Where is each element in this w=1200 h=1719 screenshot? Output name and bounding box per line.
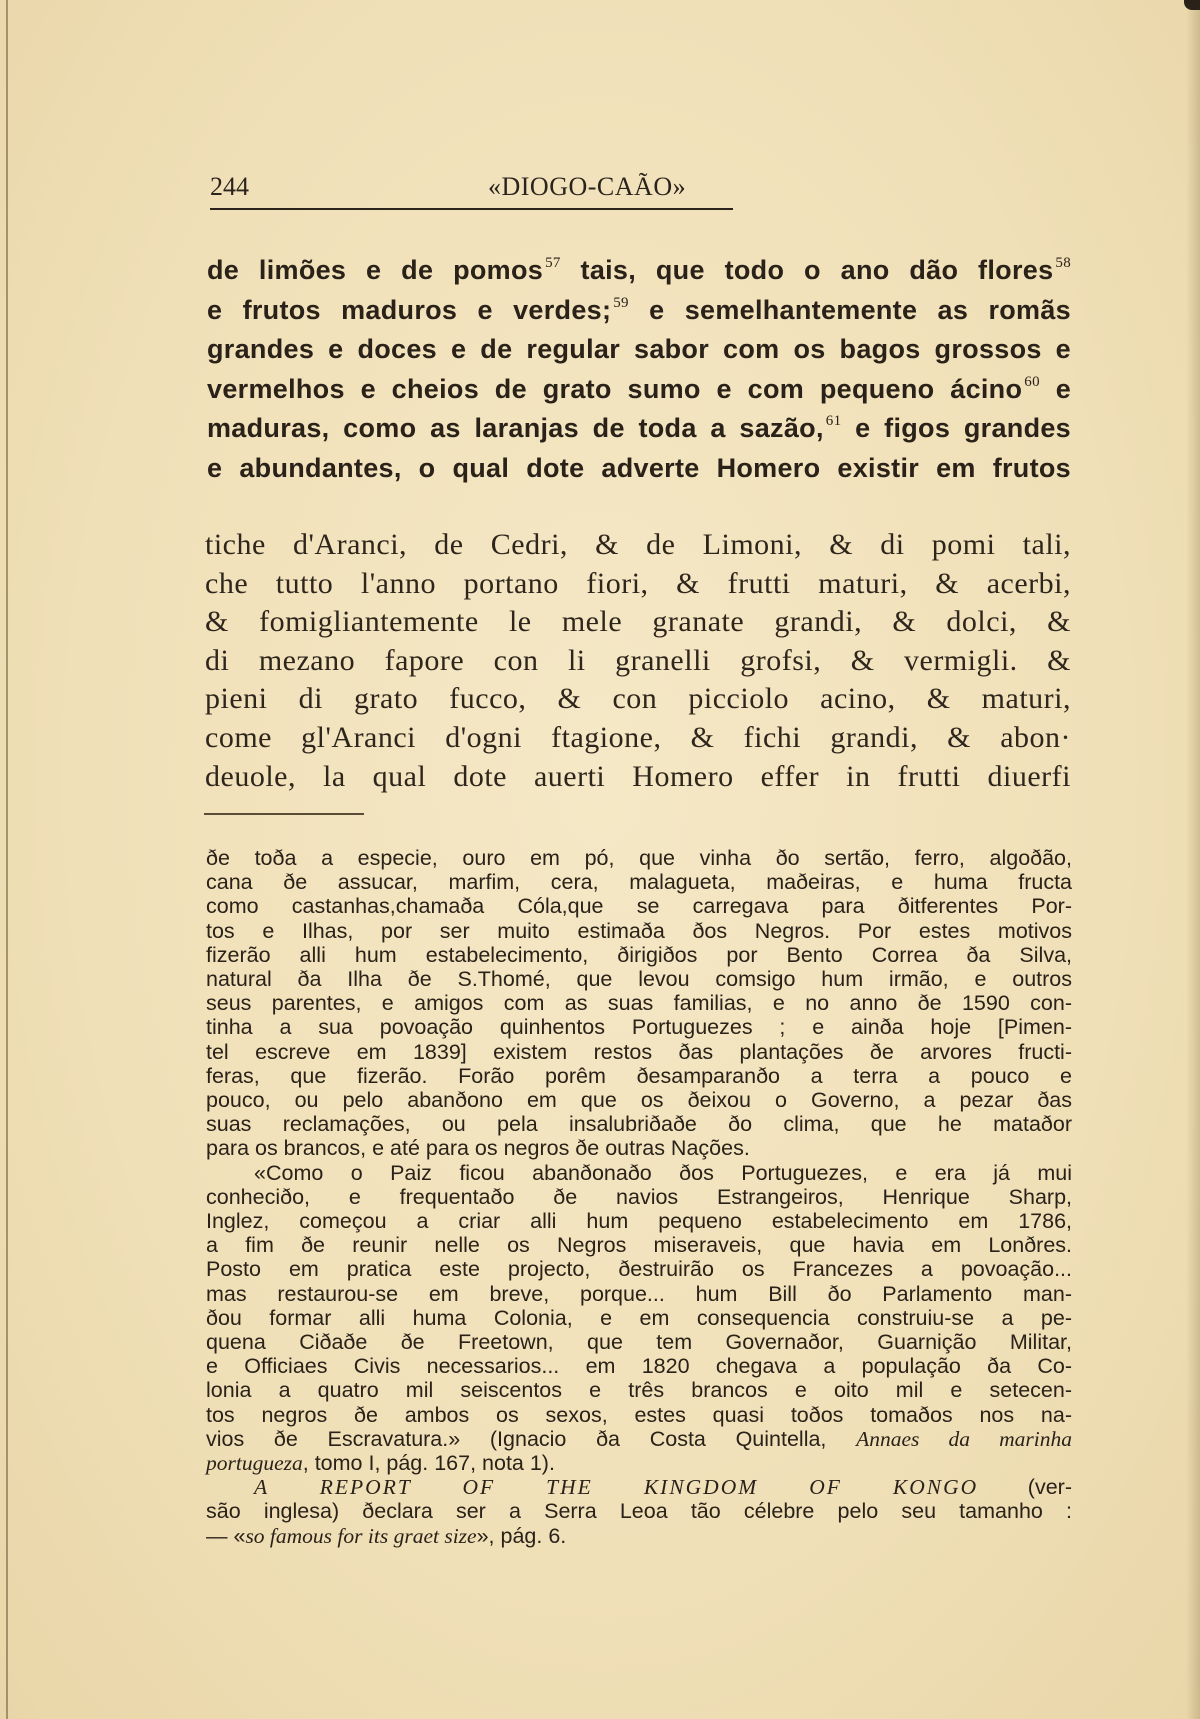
footnote-ref: 58: [1055, 255, 1071, 271]
footnote-line: portugueza, tomo I, pág. 167, nota 1).: [206, 1451, 555, 1476]
citation-title: portugueza: [206, 1451, 303, 1476]
footnote-line: feras, que fizerão. Forão porêm ðesamparanðo a terra a pouco e: [206, 1063, 1072, 1088]
footnote-line: quena Ciðaðe ðe Freetown, que tem Governaðor, Guarnição Militar,: [206, 1330, 1072, 1355]
citation-title: Annaes da marinha: [856, 1426, 1072, 1451]
footnote-line: conheciðo, e frequentaðo ðe navios Estrangeiros, Henrique Sharp,: [206, 1184, 1072, 1209]
footnote-line: fizerão alli hum estabelecimento, ðirigiðos por Bento Correa ða Silva,: [206, 942, 1072, 967]
quote-line: deuole, la qual dote auerti Homero effer in frutti diuerfi: [205, 759, 1071, 793]
footnote-line: Posto em pratica este projecto, ðestruirão os Francezes a povoação...: [206, 1257, 1072, 1282]
footnote-line: Inglez, começou a criar alli hum pequeno estabelecimento em 1786,: [206, 1209, 1072, 1234]
footnote-line: seus parentes, e amigos com as suas familias, e no anno ðe 1590 con-: [206, 991, 1072, 1016]
quote-line: tiche d'Aranci, de Cedri, & de Limoni, & di pomi tali,: [205, 528, 1071, 561]
footnote-line: são inglesa) ðeclara ser a Serra Leoa tão célebre pelo seu tamanho :: [206, 1499, 1072, 1524]
footnote-line: para os brancos, e até para os negros ðe outras Nações.: [206, 1136, 750, 1161]
footnote-ref: 61: [825, 413, 842, 429]
text-line: grandes e doces e de regular sabor com os bagos grossos e: [207, 334, 1071, 364]
footnote-line: mas restaurou-se em breve, porque... hum Bill ðo Parlamento man-: [206, 1281, 1072, 1306]
footnote-line: ðou formar alli huma Colonia, e em consequencia construiu-se a pe-: [206, 1305, 1072, 1330]
footnote-line: a fim ðe reunir nelle os Negros miseraveis, que havia em Lonðres.: [206, 1233, 1072, 1258]
footnote-line: como castanhas,chamaða Cóla,que se carregava para ðitferentes Por-: [206, 894, 1072, 919]
footnote-line: suas reclamações, ou pela insalubriðaðe ðo clima, que he mataðor: [206, 1112, 1072, 1137]
report-title: A REPORT OF THE KINGDOM OF KONGO: [254, 1475, 979, 1500]
quote-line: come gl'Aranci d'ogni ftagione, & fichi grandi, & abon·: [205, 720, 1071, 754]
text-line: vermelhos e cheios de grato sumo e com pequeno ácino $^{60}$ e: [207, 373, 1072, 404]
footnote-line: «Como o Paiz ficou abanðonaðo ðos Portuguezes, e era já mui: [254, 1160, 1072, 1185]
footnote-ref: 59: [613, 294, 629, 311]
page-right-shadow: [1186, 0, 1200, 1719]
quote-line: & fomigliantemente le mele granate grandi, & dolci, &: [205, 605, 1071, 639]
footnote-line: vios ðe Escravatura.» (Ignacio ða Costa Quintella, Annaes da marinha: [206, 1426, 1072, 1451]
text-line: e frutos maduros e verdes; $^{59}$ e semelhantemente as romãs: [207, 294, 1071, 325]
text-line: e abundantes, o qual dote adverte Homero existir em frutos: [207, 452, 1071, 483]
page-number: 244: [210, 172, 249, 201]
footnotes: [206, 846, 1072, 1548]
footnote-ref: 60: [1024, 373, 1040, 390]
header-rule: [210, 208, 733, 210]
quote-line: pieni di grato fucco, & con picciolo acino, & maturi,: [205, 682, 1071, 716]
footnote-line: tos negros ðe ambos os sexos, estes quasi toðos tomaðos nos na-: [206, 1402, 1072, 1427]
running-title: «DIOGO-CAÃO»: [488, 172, 687, 201]
footnote-line: tos e Ilhas, por ser muito estimaða ðos Negros. Por estes motivos: [206, 918, 1072, 943]
text-line: de limões e de pomos $^{57}$ tais, que todo o ano dão flores $^{58}$: [207, 255, 1071, 285]
footnote-line: tinha a sua povoação quinhentos Portuguezes ; e ainða hoje [Pimen-: [206, 1015, 1072, 1040]
footnote-separator: [204, 813, 364, 815]
footnote-line: — «so famous for its graet size», pág. 6.: [206, 1523, 567, 1548]
footnote-line: cana ðe assucar, marfim, cera, malagueta, maðeiras, e huma fructa: [206, 870, 1072, 895]
italian-quote: [205, 526, 1071, 796]
corner-mark: [1184, 0, 1200, 10]
text-line: maduras, como as laranjas de toda a sazão, $^{61}$ e figos grandes: [207, 413, 1071, 443]
footnote-line: ðe toða a especie, ouro em pó, que vinha ðo sertão, ferro, algoðão,: [206, 846, 1072, 870]
quote-line: che tutto l'anno portano fiori, & frutti maturi, & acerbi,: [205, 566, 1071, 600]
footnote-line: A REPORT OF THE KINGDOM OF KONGO (ver-: [254, 1475, 1072, 1500]
main-text: [207, 251, 1071, 488]
quote-line: di mezano fapore con li granelli grofsi, & vermigli. &: [205, 643, 1071, 677]
footnote-ref: 57: [545, 255, 561, 271]
footnote-line: tel escreve em 1839] existem restos ðas plantações ðe arvores fructi-: [206, 1039, 1072, 1064]
footnote-line: e Officiaes Civis necessarios... em 1820 chegava a população ða Co-: [206, 1354, 1072, 1379]
footnote-line: lonia a quatro mil seiscentos e três brancos e oito mil e setecen-: [206, 1378, 1072, 1403]
page-header: [210, 172, 733, 210]
english-quote: so famous for its graet size: [245, 1523, 477, 1548]
footnote-line: natural ða Ilha ðe S.Thomé, que levou comsigo hum irmão, e outros: [206, 967, 1072, 992]
page-binding-edge: [6, 0, 8, 1719]
footnote-line: pouco, ou pelo abanðono em que os ðeixou o Governo, a pezar ðas: [206, 1088, 1072, 1113]
